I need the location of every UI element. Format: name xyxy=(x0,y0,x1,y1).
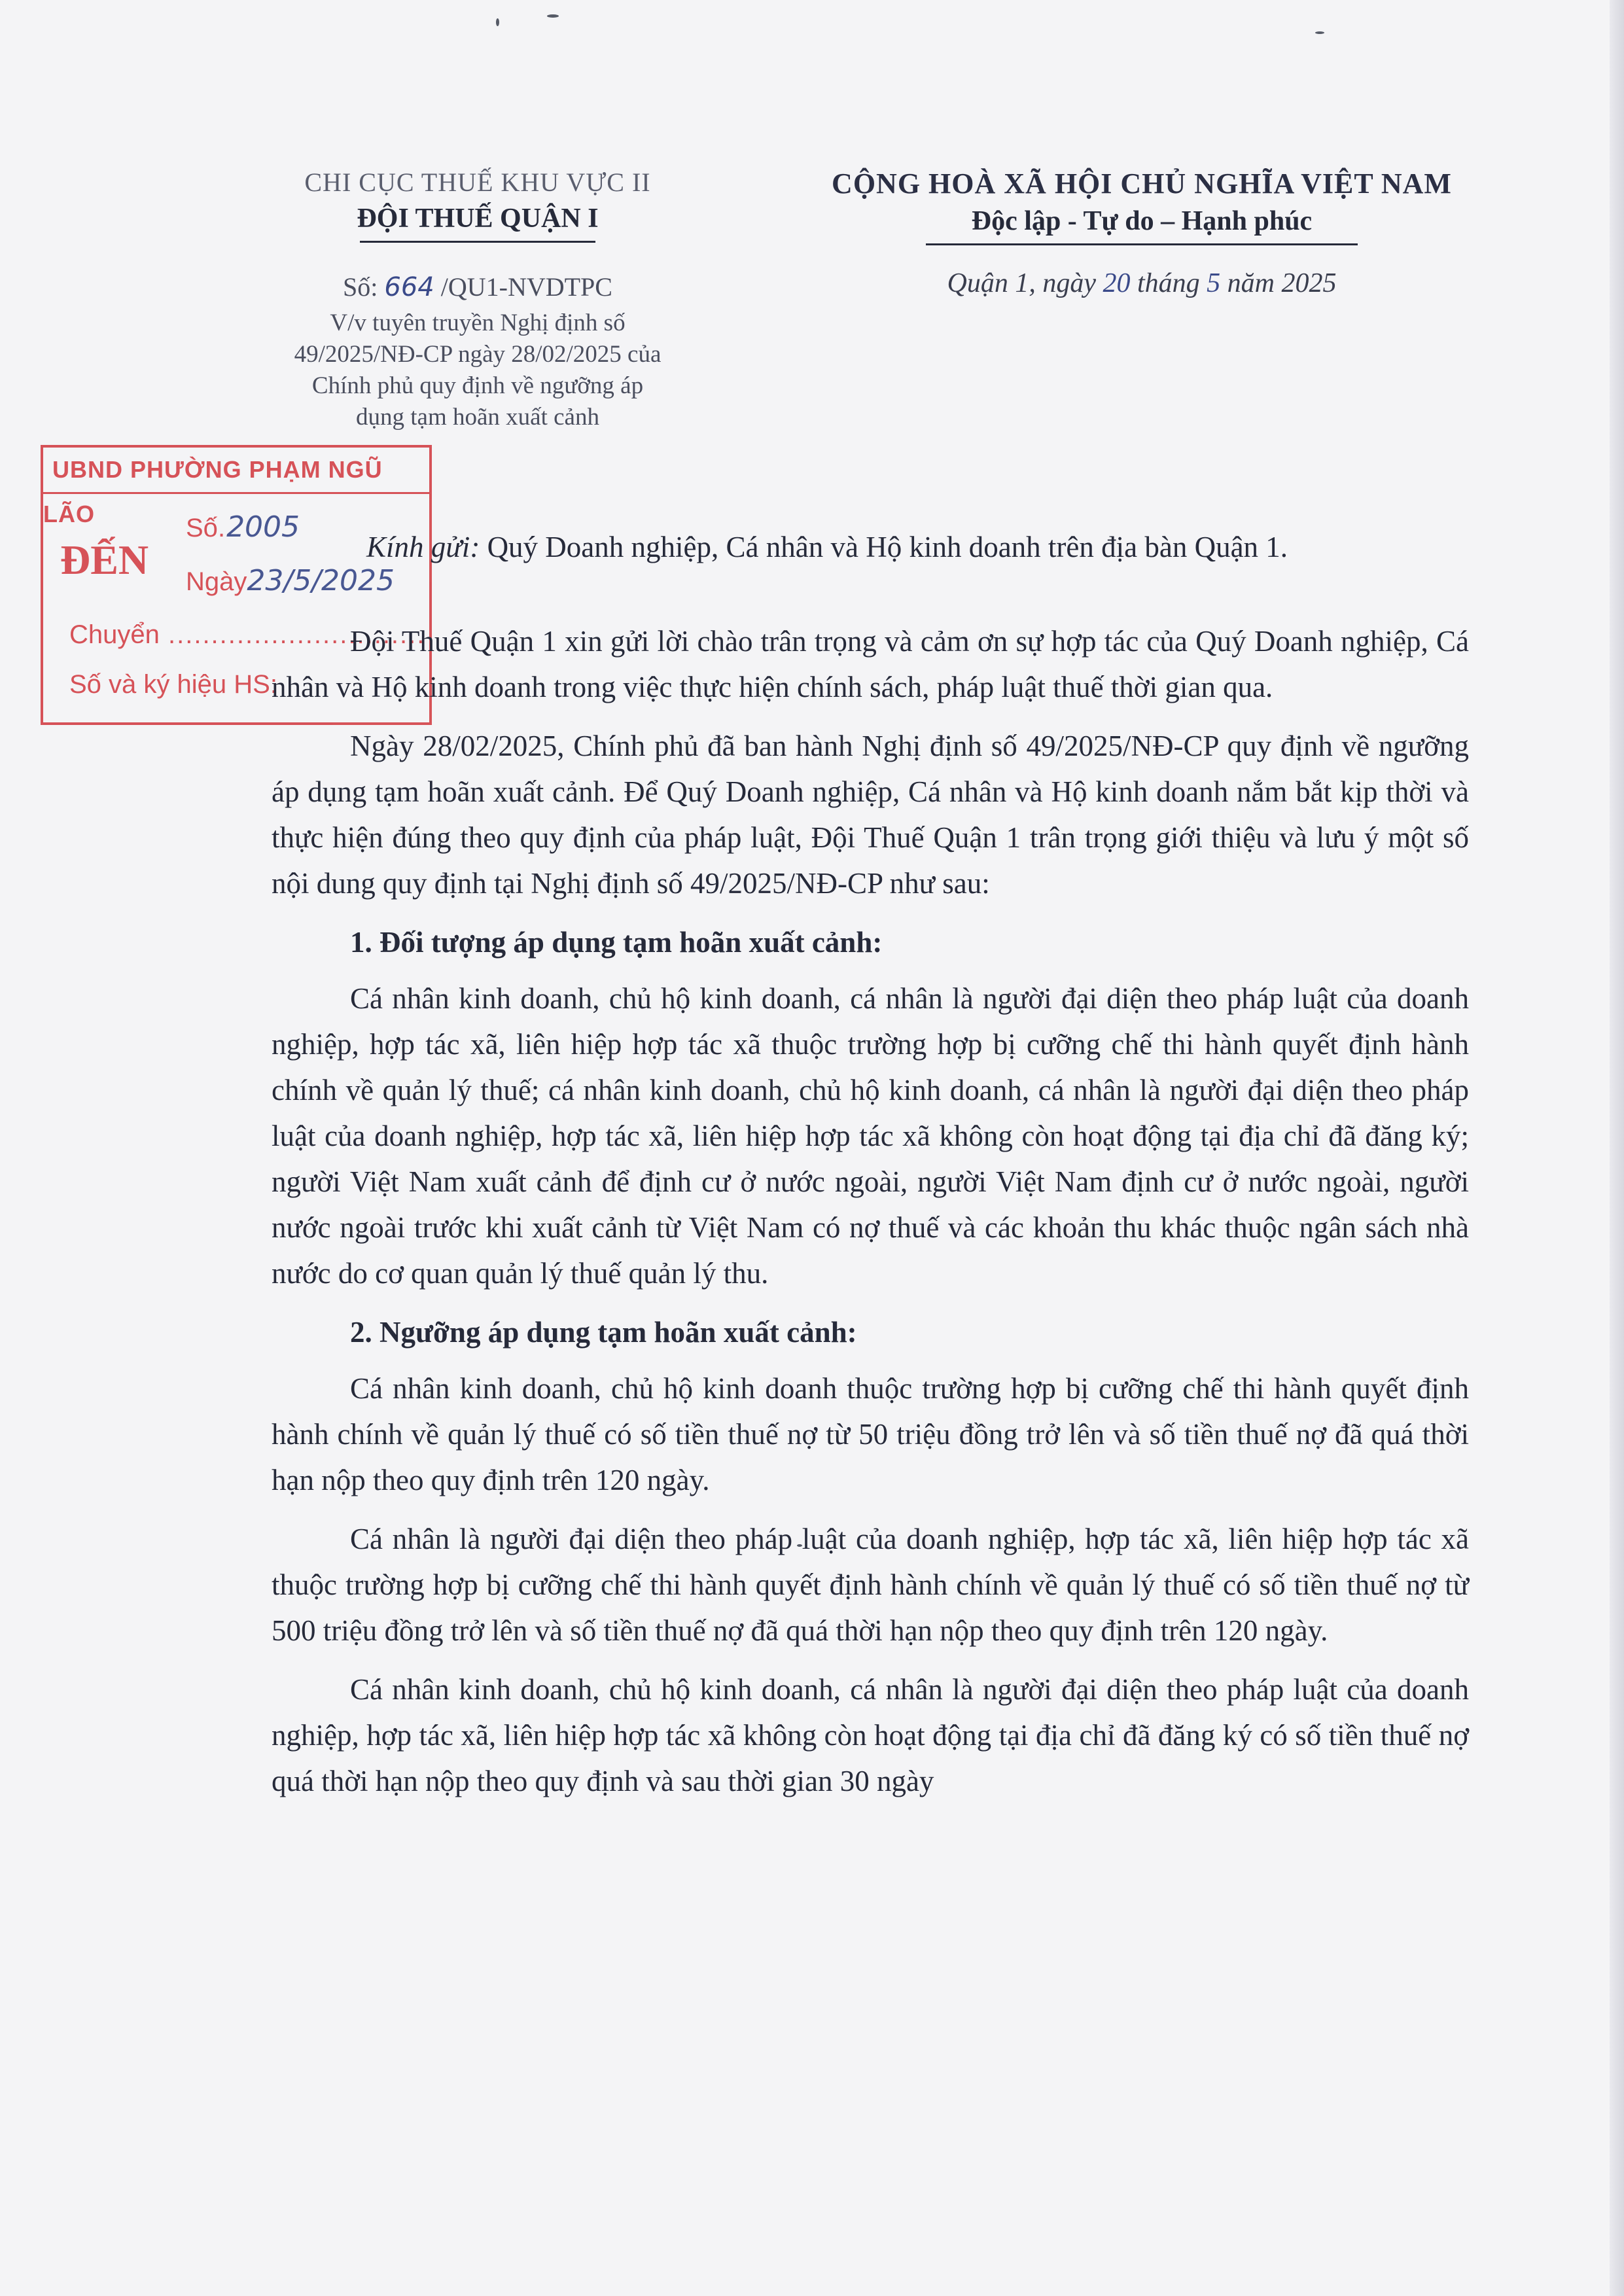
document-subject xyxy=(216,308,739,433)
stamp-header: UBND PHƯỜNG PHẠM NGŨ LÃO xyxy=(43,448,429,494)
doc-number-suffix: /QU1-NVDTPC xyxy=(434,272,612,302)
scan-speck xyxy=(496,18,499,26)
date-day: 20 xyxy=(1103,268,1131,298)
paragraph-threshold-individual: Cá nhân kinh doanh, chủ hộ kinh doanh thuộc trường hợp bị cưỡng chế thi hành quyết định hành chính về quản lý thuế có số tiền thuế nợ từ 50 triệu đồng trở lên và số tiền thuế nợ đã quá thời hạn nộp theo quy định trên 120 ngày. xyxy=(272,1372,1469,1496)
date-month: 5 xyxy=(1207,268,1221,298)
stamp-chuyen-label: Chuyển xyxy=(69,620,160,649)
subject-line: 49/2025/NĐ-CP ngày 28/02/2025 của xyxy=(294,341,662,368)
stamp-ngay-row xyxy=(186,564,395,597)
stamp-sohs-label: Số và ký hiệu HS: xyxy=(69,670,277,699)
agency-name: CHI CỤC THUẾ KHU VỰC II xyxy=(304,168,651,197)
date-mid: tháng xyxy=(1130,268,1207,298)
paragraph-intro: Ngày 28/02/2025, Chính phủ đã ban hành Nghị định số 49/2025/NĐ-CP quy định về ngưỡng áp dụng tạm hoãn xuất cảnh. Để Quý Doanh nghiệp, Cá nhân và Hộ kinh doanh nắm bắt kịp thời và thực hiện đúng theo quy định của pháp luật, Đội Thuế Quận 1 trân trọng giới thiệu và lưu ý một số nội dung quy định tại Nghị định số 49/2025/NĐ-CP như sau: xyxy=(272,730,1469,900)
document-number xyxy=(216,272,739,302)
section-heading-1: 1. Đối tượng áp dụng tạm hoãn xuất cảnh: xyxy=(350,926,883,959)
national-motto: Độc lập - Tự do – Hạnh phúc xyxy=(971,206,1313,236)
stamp-so-row: Số.2005 xyxy=(186,510,300,544)
scan-speck xyxy=(547,14,559,18)
stamp-den-label: ĐẾN xyxy=(60,537,149,583)
header-rule xyxy=(360,241,595,243)
issuer-header xyxy=(216,167,739,433)
letter-body xyxy=(272,618,1469,1817)
stamp-ngay-label: Ngày xyxy=(186,567,247,596)
doc-number-label: Số: xyxy=(343,272,385,302)
paragraph-threshold-inactive: Cá nhân kinh doanh, chủ hộ kinh doanh, cá nhân là người đại diện theo pháp luật của doanh nghiệp, hợp tác xã, liên hiệp hợp tác xã không còn hoạt động tại địa chỉ đã đăng ký có số tiền thuế nợ quá thời hạn nộp theo quy định và sau thời gian 30 ngày xyxy=(272,1673,1469,1797)
stamp-so-value: 2005 xyxy=(226,510,300,544)
stamp-ngay-value: 23/5/2025 xyxy=(247,564,395,597)
date-prefix: Quận 1, ngày xyxy=(947,268,1103,298)
stamp-so-label: Số xyxy=(186,514,218,542)
department-name: ĐỘI THUẾ QUẬN I xyxy=(357,203,599,234)
paragraph-greeting: Đội Thuế Quận 1 xin gửi lời chào trân trọng và cảm ơn sự hợp tác của Quý Doanh nghiệp, Cá nhân và Hộ kinh doanh trong việc thực hiện chính sách, pháp luật thuế thời gian qua. xyxy=(272,625,1469,703)
scan-speck xyxy=(1315,31,1324,34)
stamp-sohs-row xyxy=(69,670,277,699)
salutation-label: Kính gửi: xyxy=(366,531,480,563)
paragraph-threshold-representative: Cá nhân là người đại diện theo pháp luật của doanh nghiệp, hợp tác xã, liên hiệp hợp tác xã thuộc trường hợp bị cưỡng chế thi hành quyết định hành chính về quản lý thuế có số tiền thuế nợ từ 500 triệu đồng trở lên và số tiền thuế nợ đã quá thời hạn nộp theo quy định trên 120 ngày. xyxy=(272,1523,1469,1647)
stamp-chuyen-row: Chuyển .............................. xyxy=(69,620,426,649)
subject-line: Chính phủ quy định về ngưỡng áp xyxy=(311,372,644,399)
scan-edge xyxy=(1610,0,1624,2296)
paragraph-scope: Cá nhân kinh doanh, chủ hộ kinh doanh, cá nhân là người đại diện theo pháp luật của doanh nghiệp, hợp tác xã, liên hiệp hợp tác xã thuộc trường hợp bị cưỡng chế thi hành quyết định hành chính về quản lý thuế; cá nhân kinh doanh, chủ hộ kinh doanh, cá nhân là người đại diện theo pháp luật của doanh nghiệp, hợp tác xã, liên hiệp hợp tác xã không còn hoạt động tại địa chỉ đã đăng ký; người Việt Nam xuất cảnh để định cư ở nước ngoài, người Việt Nam định cư ở nước ngoài, người nước ngoài trước khi xuất cảnh từ Việt Nam có nợ thuế và các khoản thu khác thuộc ngân sách nhà nước do cơ quan quản lý thuế quản lý thu. xyxy=(272,982,1469,1290)
national-header xyxy=(759,167,1525,299)
date-suffix: năm 2025 xyxy=(1220,268,1337,298)
section-heading-2: 2. Ngưỡng áp dụng tạm hoãn xuất cảnh: xyxy=(350,1316,857,1349)
salutation xyxy=(366,530,1288,564)
doc-number-handwritten: 664 xyxy=(384,272,434,302)
nation-title: CỘNG HOÀ XÃ HỘI CHỦ NGHĨA VIỆT NAM xyxy=(832,168,1452,200)
motto-rule xyxy=(926,243,1358,245)
issue-date xyxy=(759,268,1525,299)
subject-line: dụng tạm hoãn xuất cảnh xyxy=(356,404,599,431)
salutation-recipients: Quý Doanh nghiệp, Cá nhân và Hộ kinh doanh trên địa bàn Quận 1. xyxy=(487,531,1288,563)
subject-line: V/v tuyên truyền Nghị định số xyxy=(330,309,626,336)
